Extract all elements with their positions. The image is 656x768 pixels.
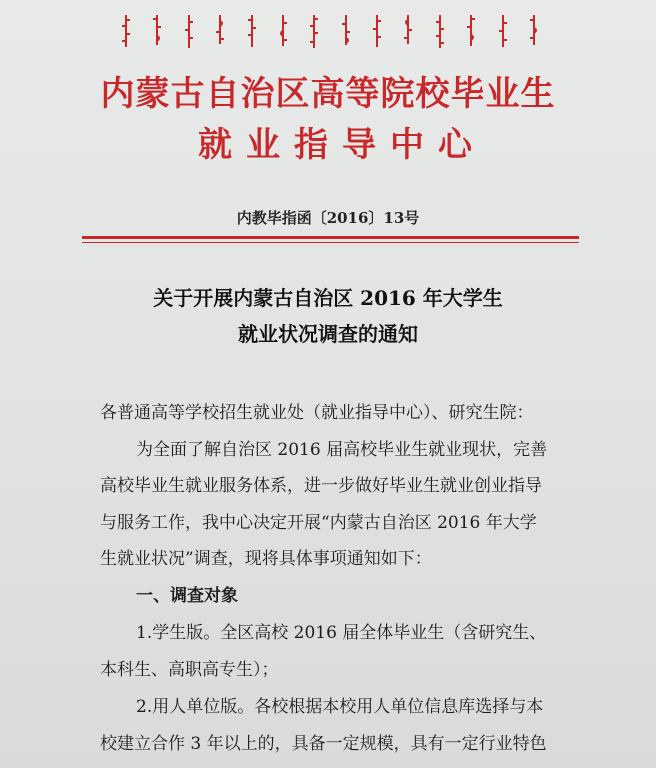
mongolian-word-14: [528, 14, 540, 50]
salutation: 各普通高等学校招生就业处（就业指导中心）、研究生院：: [100, 403, 534, 423]
item2-line1: 2.用人单位版。各校根据本校用人单位信息库选择与本: [136, 697, 544, 717]
paragraph1-line2: 高校毕业生就业服务体系，进一步做好毕业生就业创业指导: [100, 476, 542, 496]
mongolian-word-11: [434, 14, 446, 50]
mongolian-word-3: [183, 14, 195, 50]
notice-title-line2: 就业状况调查的通知: [238, 322, 418, 346]
mongolian-word-5: [246, 14, 258, 50]
mongolian-word-10: [402, 14, 414, 50]
item2-line2: 校建立合作 3 年以上的，具备一定规模，具有一定行业特色: [100, 734, 547, 754]
mongolian-word-8: [340, 14, 352, 50]
mongolian-word-1: [120, 14, 132, 50]
paragraph1-line1: 为全面了解自治区 2016 届高校毕业生就业现状，完善: [136, 440, 548, 460]
mongolian-word-2: [151, 14, 163, 50]
item1-line1: 1.学生版。全区高校 2016 届全体毕业生（含研究生、: [136, 623, 547, 643]
mongolian-word-13: [497, 14, 509, 50]
mongolian-word-6: [277, 14, 289, 50]
red-rule-thick: [82, 236, 579, 239]
notice-title-line1: 关于开展内蒙古自治区 2016 年大学生: [153, 286, 503, 310]
red-rule-thin: [82, 242, 579, 243]
org-name-line1: 内蒙古自治区高等院校毕业生: [100, 74, 556, 114]
item1-line2: 本科生、高职高专生）；: [100, 660, 279, 680]
paragraph1-line3: 与服务工作，我中心决定开展“内蒙古自治区 2016 年大学: [100, 513, 537, 533]
org-name-line2: 就业指导中心: [198, 125, 486, 165]
document-number: 内教毕指函〔2016〕13号: [236, 209, 420, 227]
mongolian-word-9: [371, 14, 383, 50]
section1-heading: 一、调查对象: [136, 586, 238, 606]
mongolian-script-header: [120, 14, 540, 54]
paragraph1-line4: 生就业状况”调查，现将具体事项通知如下：: [100, 549, 432, 569]
mongolian-word-12: [465, 14, 477, 50]
mongolian-word-4: [214, 14, 226, 50]
mongolian-word-7: [308, 14, 320, 50]
